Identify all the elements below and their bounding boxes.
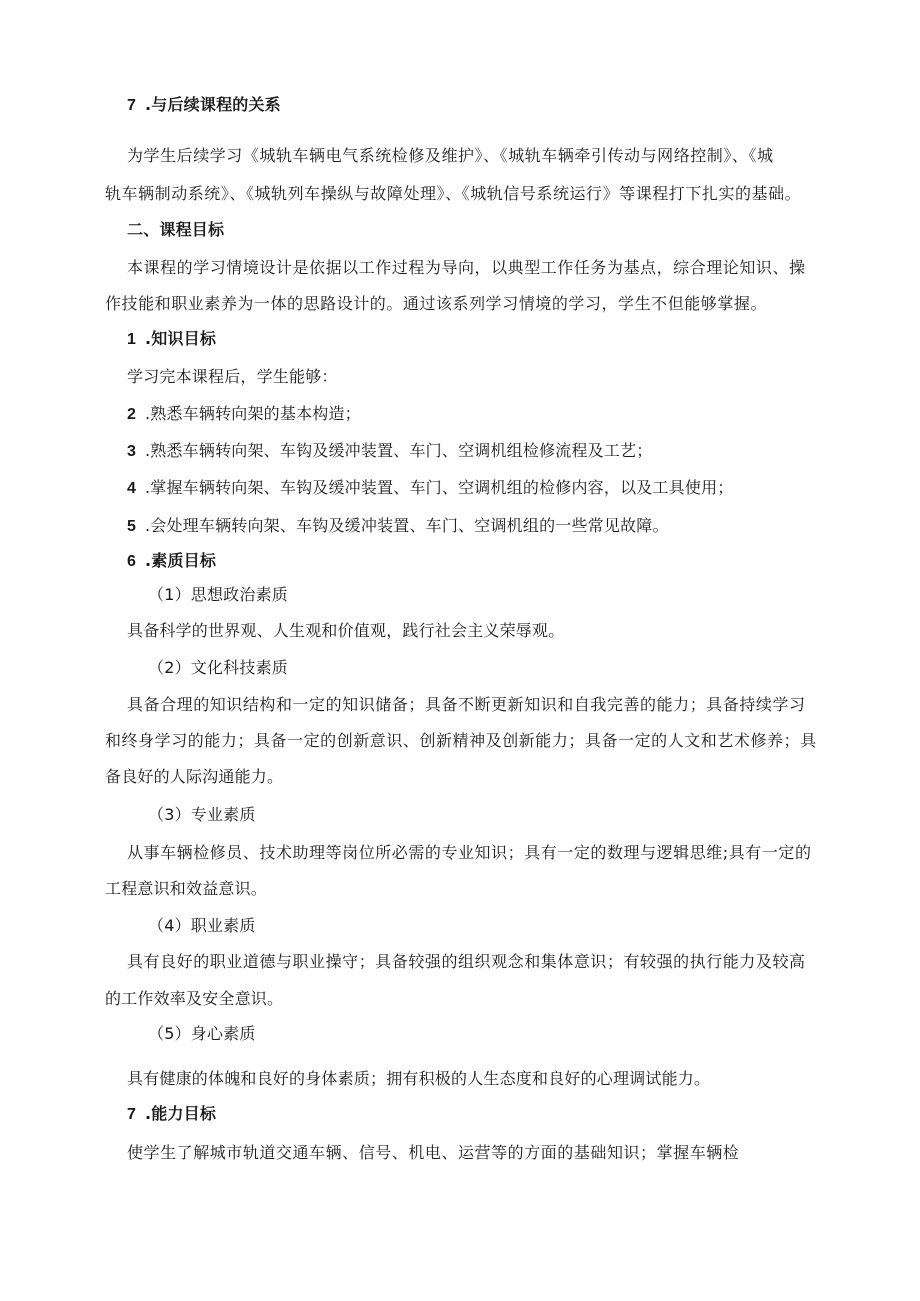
paragraph-line: 和终身学习的能力；具备一定的创新意识、创新精神及创新能力；具备一定的人文和艺术修养；具 [105,731,817,750]
paragraph-line: 本课程的学习情境设计是依据以工作过程为导向，以典型工作任务为基点，综合理论知识、操 [127,258,806,277]
subheading-ability-goals [127,1104,216,1125]
list-text: .熟悉车辆转向架的基本构造； [145,404,361,423]
sub-subheading: （4）职业素质 [148,916,256,935]
section-heading-course-goals: 二、课程目标 [127,220,225,239]
paragraph-line: 作技能和职业素养为一体的思路设计的。通过该系列学习情境的学习，学生不但能够掌握。 [105,294,768,313]
list-item [127,404,361,425]
list-text: .熟悉车辆转向架、车钩及缓冲装置、车门、空调机组检修流程及工艺； [145,441,653,460]
heading-number: 7 [127,1106,137,1123]
subheading-quality-goals [127,551,216,572]
list-text: .会处理车辆转向架、车钩及缓冲装置、车门、空调机组的一些常见故障。 [145,516,669,535]
paragraph-line: 具有健康的体魄和良好的身体素质；拥有积极的人生态度和良好的心理调试能力。 [127,1069,711,1088]
sub-subheading: （1）思想政治素质 [148,585,288,604]
paragraph-line: 具备科学的世界观、人生观和价值观，践行社会主义荣辱观。 [127,621,565,640]
heading-title: .能力目标 [145,1104,217,1123]
list-text: .掌握车辆转向架、车钩及缓冲装置、车门、空调机组的检修内容，以及工具使用； [145,478,734,497]
paragraph-line: 为学生后续学习《城轨车辆电气系统检修及维护》、《城轨车辆牵引传动与网络控制》、《城 [127,146,774,165]
list-number: 4 [127,480,137,497]
heading-title: .素质目标 [145,551,217,570]
heading-number: 7 [127,97,137,114]
list-item [127,441,653,462]
heading-number: 6 [127,553,137,570]
paragraph-line: 具有良好的职业道德与职业操守；具备较强的组织观念和集体意识；有较强的执行能力及较高 [127,952,806,971]
paragraph-line: 轨车辆制动系统》、《城轨列车操纵与故障处理》、《城轨信号系统运行》等课程打下扎实的基础。 [105,184,802,203]
section-heading-relation [127,95,281,116]
subheading-knowledge-goals [127,329,216,350]
list-number: 5 [127,518,137,535]
heading-title: .知识目标 [145,329,217,348]
heading-title: .与后续课程的关系 [145,95,281,114]
heading-number: 1 [127,331,137,348]
paragraph-line: 的工作效率及安全意识。 [105,989,284,1008]
sub-subheading: （2）文化科技素质 [148,658,288,677]
paragraph-line: 学习完本课程后，学生能够： [127,367,338,386]
list-number: 3 [127,443,137,460]
list-item [127,516,669,537]
paragraph-line: 工程意识和效益意识。 [105,879,268,898]
paragraph-line: 备良好的人际沟通能力。 [105,767,284,786]
list-number: 2 [127,406,137,423]
paragraph-line: 从事车辆检修员、技术助理等岗位所必需的专业知识；具有一定的数理与逻辑思维;具有一定的 [127,843,812,862]
paragraph-line: 使学生了解城市轨道交通车辆、信号、机电、运营等的方面的基础知识；掌握车辆检 [127,1143,740,1162]
list-item [127,478,734,499]
sub-subheading: （3）专业素质 [148,805,256,824]
paragraph-line: 具备合理的知识结构和一定的知识储备；具备不断更新知识和自我完善的能力；具备持续学习 [127,695,806,714]
sub-subheading: （5）身心素质 [148,1024,256,1043]
